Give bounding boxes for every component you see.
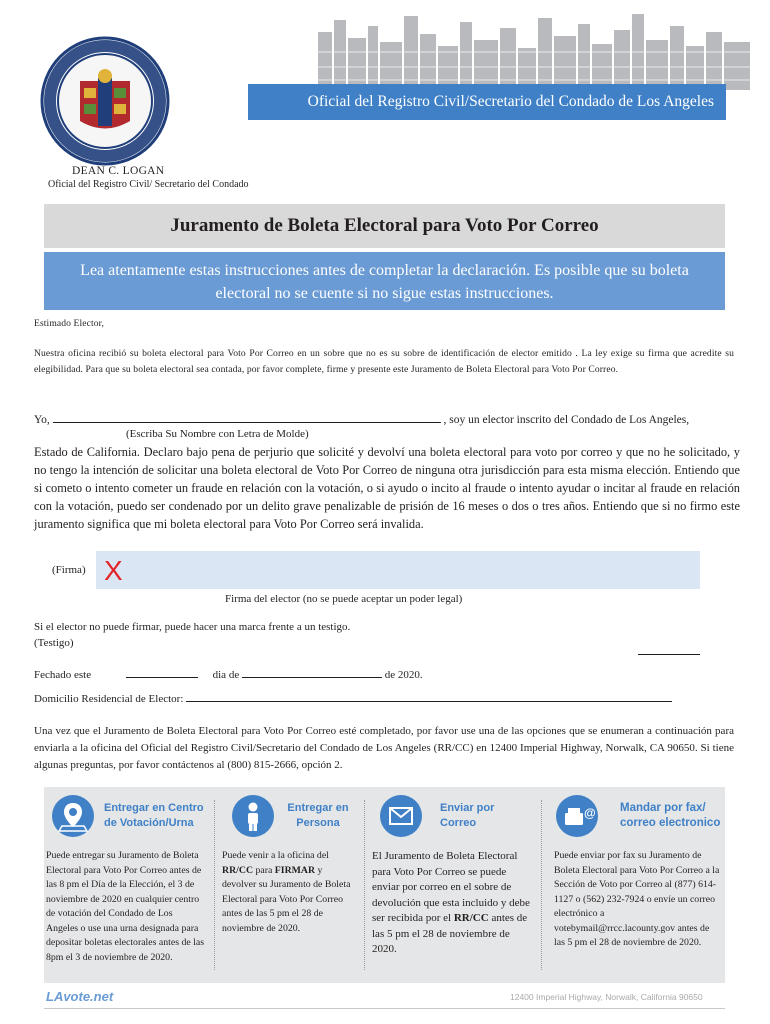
signature-x-mark: X [104,555,123,586]
option-heading-mail: Enviar por Correo [440,802,495,829]
day-field[interactable] [126,665,198,678]
name-field-note: (Escriba Su Nombre con Letra de Molde) [126,428,309,440]
witness-field[interactable] [638,654,700,655]
county-seal-icon [40,36,170,166]
option-body-dropoff: Puede entregar su Juramento de Boleta Electoral para Voto Por Correo antes de las 8 pm el Día de la Elección, el 3 de noviembre de 2020 en cualquier centro de votación del Condado de Los Angeles o use una urna designada para depositar boletas electorales antes de las 8pm el 3 de noviembre de 2020. [46,850,205,963]
footer-site-link[interactable]: LAvote.net [46,989,114,1004]
date-prefix: Fechado este [34,669,92,681]
person-icon [232,795,274,837]
signature-caption: Firma del elector (no se puede aceptar un poder legal) [225,593,463,605]
month-field[interactable] [242,665,382,678]
date-suffix: de 2020. [384,669,423,681]
footer-divider [44,1008,725,1009]
option-heading-in-person: Entregar en Persona [287,802,349,829]
page-title: Juramento de Boleta Electoral para Voto Por Correo [170,215,599,236]
official-name: DEAN C. LOGAN [72,165,165,177]
witness-label: (Testigo) [34,637,74,649]
yo-label: Yo, [34,414,50,426]
envelope-icon [380,795,422,837]
map-pin-icon [52,795,94,837]
city-skyline-graphic [318,12,750,90]
date-middle: dia de [212,669,240,681]
option-body-fax-email: Puede enviar por fax su Juramento de Boleta Electoral para Voto Por Correo a la Sección de Voto por Correo al (877) 614-1127 o (562) 232-7924 o envíe un correo electrónico a votebymail@rrcc.lacounty.gov antes de las 5 pm el 28 de noviembre de 2020. [554,850,720,948]
residence-line [34,689,700,705]
option-heading-fax-email: Mandar por fax/ correo electronico [620,802,721,829]
residence-label: Domicilio Residencial de Elector: [34,693,184,705]
intro-paragraph: Nuestra oficina recibió su boleta electoral para Voto Por Correo en un sobre que no es su sobre de identificación de elector emitido . La ley exige su firma que acredite su elegibilidad. Para que su boleta electoral sea contada, por favor complete, firme y presente este Juramento de Boleta Electoral para Voto Por Correo. [34,348,734,375]
option-heading-dropoff: Entregar en Centro de Votación/Urna [104,802,204,829]
official-title: Oficial del Registro Civil/ Secretario del Condado [48,179,249,190]
option-body-in-person-c: y devolver su Juramento de Boleta Electoral para Voto Por Correo antes de las 5 pm el 28 de noviembre de 2020. [222,864,351,934]
option-body-in-person-bold1: RR/CC [222,864,254,876]
options-divider [541,800,542,970]
option-body-mail-a: El Juramento de Boleta Electoral para Voto Por Correo se puede enviar por correo en el sobre de devolución que esta incluido y debe ser recibida por el [372,850,530,924]
options-divider [364,800,365,970]
return-paragraph: Una vez que el Juramento de Boleta Electoral para Voto Por Correo esté completado, por favor use una de las opciones que se enumeran a continuación para enviarla a la oficina del Oficial del Registro Civil/Secretario del Condado de Los Angeles (RR/CC) en 12400 Imperial Highway, Norwalk, CA 90650. Si tiene algunas preguntas, por favor contáctenos al (800) 815-2666, opción 2. [34,725,734,771]
option-body-mail-bold: RR/CC [453,912,489,924]
option-body-in-person-bold2: FIRMAR [274,864,316,876]
greeting: Estimado Elector, [34,318,105,329]
header-banner-text: Oficial del Registro Civil/Secretario del Condado de Los Angeles [307,93,714,110]
option-body-in-person-b: para [253,864,275,876]
svg-text:@: @ [584,806,596,820]
oath-name-line [34,410,734,426]
option-body-mail-b: antes de las 5 pm el 28 de noviembre de 2020. [372,912,528,955]
signature-field[interactable] [96,551,700,589]
yo-suffix: , soy un elector inscrito del Condado de Los Angeles, [443,414,690,426]
footer-address: 12400 Imperial Highway, Norwalk, California 90650 [510,992,703,1002]
residence-field[interactable] [186,689,672,702]
option-body-in-person-a: Puede venir a la oficina del [222,850,329,861]
declaration-text: Estado de California. Declaro bajo pena de perjurio que solicité y devolví una boleta electoral para voto por correo y que no he solicitado, y no tengo la intención de solicitar una boleta electoral de Voto Por Correo de ninguna otra jurisdicción para esta misma elección. Entiendo que si cometo o intento cometer un fraude en relación con la votación, o si ayudo o incito al fraude o intento ayudar o incitar al fraude en relación con la votación, puedo ser condenado por un delito grave penalizable de prisión de 16 meses o dos o tres años. Entiendo que si no firmo este juramento significa que mi boleta electoral para Voto Por Correo será invalida. [34,445,740,531]
option-body-in-person [222,849,358,936]
option-body-mail [372,849,534,958]
options-divider [214,800,215,970]
signature-label: (Firma) [52,564,86,576]
fax-email-icon [556,795,598,837]
name-field[interactable] [53,410,441,423]
witness-instruction: Si el elector no puede firmar, puede hacer una marca frente a un testigo. [34,621,351,633]
instructions-text: Lea atentamente estas instrucciones antes de completar la declaración. Es posible que su boleta electoral no se cuente si no sigue estas instrucciones. [80,262,689,302]
date-line [34,665,423,681]
